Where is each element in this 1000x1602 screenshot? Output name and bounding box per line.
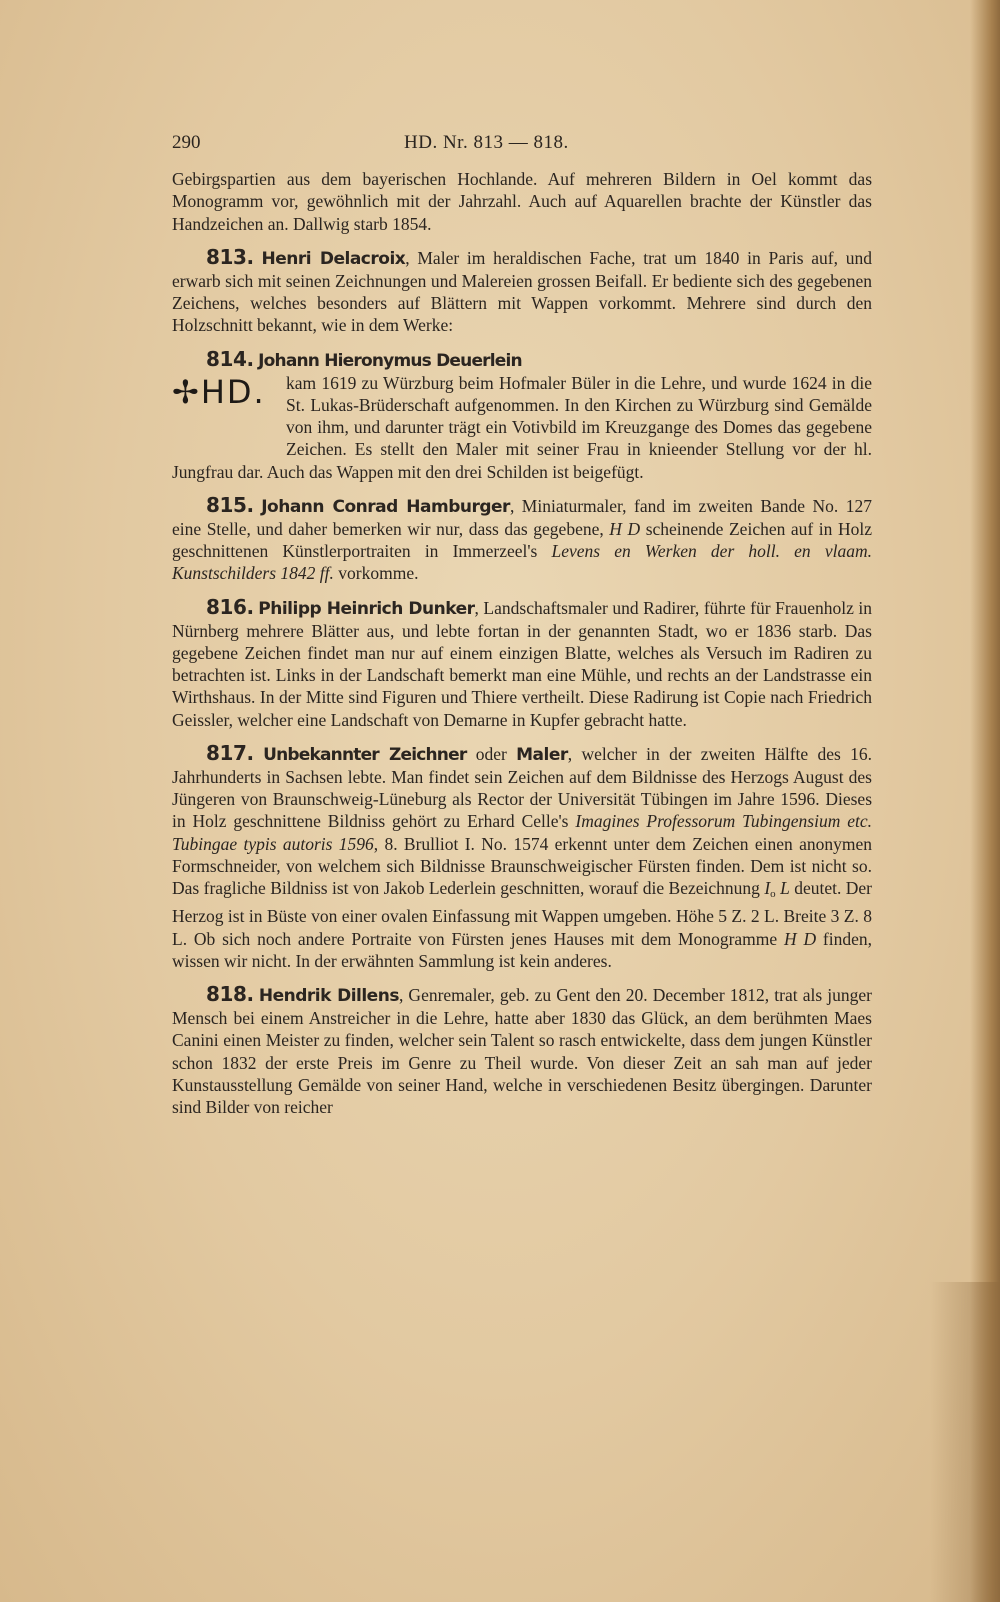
entry-number: 816. [206, 594, 254, 619]
entry-815: 815. Johann Conrad Hamburger, Miniaturmaler, fand im zweiten Bande No. 127 eine Stelle, und daher bemerken wir nur, dass das gegebene, H D scheinende Zeichen auf in Holz geschnittenen Künstlerportraiten in Immerzeel's Levens en Werken der holl. en vlaam. Kunstschilders 1842 ff. vorkomme. [172, 492, 872, 584]
entry-813: 813. Henri Delacroix, Maler im heraldischen Fache, trat um 1840 in Paris auf, und erwarb sich mit seinen Zeichnungen und Malereien grossen Beifall. Er bediente sich des gegebenen Zeichens, welches besonders auf Blättern mit Wappen vorkommt. Mehrere sind durch den Holzschnitt bekannt, wie in dem Werke: [172, 244, 872, 336]
page-number: 290 [172, 132, 201, 153]
artist-name: Philipp Heinrich Dunker [258, 598, 475, 619]
artist-name: Unbekannter Zeichner [263, 744, 467, 765]
entry-number: 818. [206, 981, 254, 1006]
entry-814: 814. Johann Hieronymus Deuerlein ✢HD. kam 1619 zu Würzburg beim Hofmaler Büler in die Lehre, und wurde 1624 in die St. Lukas-Brüderschaft aufgenommen. In den Kirchen zu Würzburg sind Gemälde von ihm, und darunter trägt ein Votivbild im Kreuzgange des Domes das gegebene Zeichen. Es stellt den Maler mit seiner Frau in knieender Stellung vor der hl. Jungfrau dar. Auch das Wappen mit den drei Schilden ist beigefügt. [172, 346, 872, 482]
entry-817: 817. Unbekannter Zeichner oder Maler, welcher in der zweiten Hälfte des 16. Jahrhunderts in Sachsen lebte. Man findet sein Zeichen auf dem Bildnisse des Herzogs August des Jüngeren von Braunschweig-Lüneburg als Rector der Universität Tübingen im Jahre 1596. Dieses in Holz geschnittene Bildniss gehört zu Erhard Celle's Imagines Professorum Tubingensium etc. Tubingae typis autoris 1596, 8. Brulliot I. No. 1574 erkennt unter dem Zeichen einen anonymen Formschneider, von welchem sich Bildnisse Braunschweigischer Fürsten finden. Dem ist nicht so. Das fragliche Bildniss ist von Jakob Lederlein geschnitten, worauf die Bezeichnung $I_o$ L deutet. Der Herzog ist in Büste von einer ovalen Einfassung mit Wappen umgeben. Höhe 5 Z. 2 L. Breite 3 Z. 8 L. Ob sich noch andere Portraite von Fürsten jenes Hauses mit dem Monogramme H D finden, wissen wir nicht. In der erwähnten Sammlung ist kein anderes. [172, 740, 873, 971]
entry-number: 815. [206, 492, 254, 517]
intro-paragraph: Gebirgspartien aus dem bayerischen Hochlande. Auf mehreren Bildern in Oel kommt das Monogramm vor, gewöhnlich mit der Jahrzahl. Auch auf Aquarellen brachte der Künstler das Handzeichen an. Dallwig starb 1854. [172, 169, 872, 234]
entry-number: 817. [206, 740, 254, 765]
entry-818: 818. Hendrik Dillens, Genremaler, geb. zu Gent den 20. December 1812, trat als junger Mensch bei einem Anstreicher in die Lehre, hatte aber 1830 das Glück, an dem berühmten Maes Canini einen Meister zu finden, welcher sein Talent so rasch entwickelte, dass dem jungen Künstler schon 1832 der erste Preis im Genre zu Theil wurde. Von dieser Zeit an sah man auf jeder Kunstausstellung Gemälde von seiner Hand, welche in verschiedenen Besitz übergingen. Darunter sind Bilder von reicher [172, 981, 872, 1117]
artist-name: Johann Conrad Hamburger [261, 496, 510, 517]
artist-name: Johann Hieronymus Deuerlein [258, 350, 522, 371]
entry-number: 814. [206, 346, 254, 371]
entry-816: 816. Philipp Heinrich Dunker, Landschaftsmaler und Radirer, führte für Frauenholz in Nürnberg mehrere Blätter aus, und lebte fortan in der genannten Stadt, wo er 1836 starb. Das gegebene Zeichen findet man nur auf einem einzigen Blatte, welches als Versuch im Radiren zu betrachten ist. Links in der Landschaft bemerkt man eine Mühle, und rechts an der Landstrasse ein Wirthshaus. In der Mitte sind Figuren und Thiere vertheilt. Diese Radirung ist Copie nach Friedrich Geissler, welcher eine Landschaft von Demarne in Kupfer gebracht hatte. [172, 594, 872, 730]
monogram-mark: ✢HD. [172, 372, 266, 411]
page-header [172, 132, 872, 154]
page-corner-shadow [930, 1282, 1000, 1602]
artist-name: Hendrik Dillens [258, 985, 399, 1006]
entry-number: 813. [206, 244, 254, 269]
page-text [172, 132, 872, 1118]
running-title: HD. Nr. 813 — 818. [404, 132, 569, 153]
artist-name: Henri Delacroix [261, 248, 406, 269]
artist-role: Maler [516, 744, 568, 765]
